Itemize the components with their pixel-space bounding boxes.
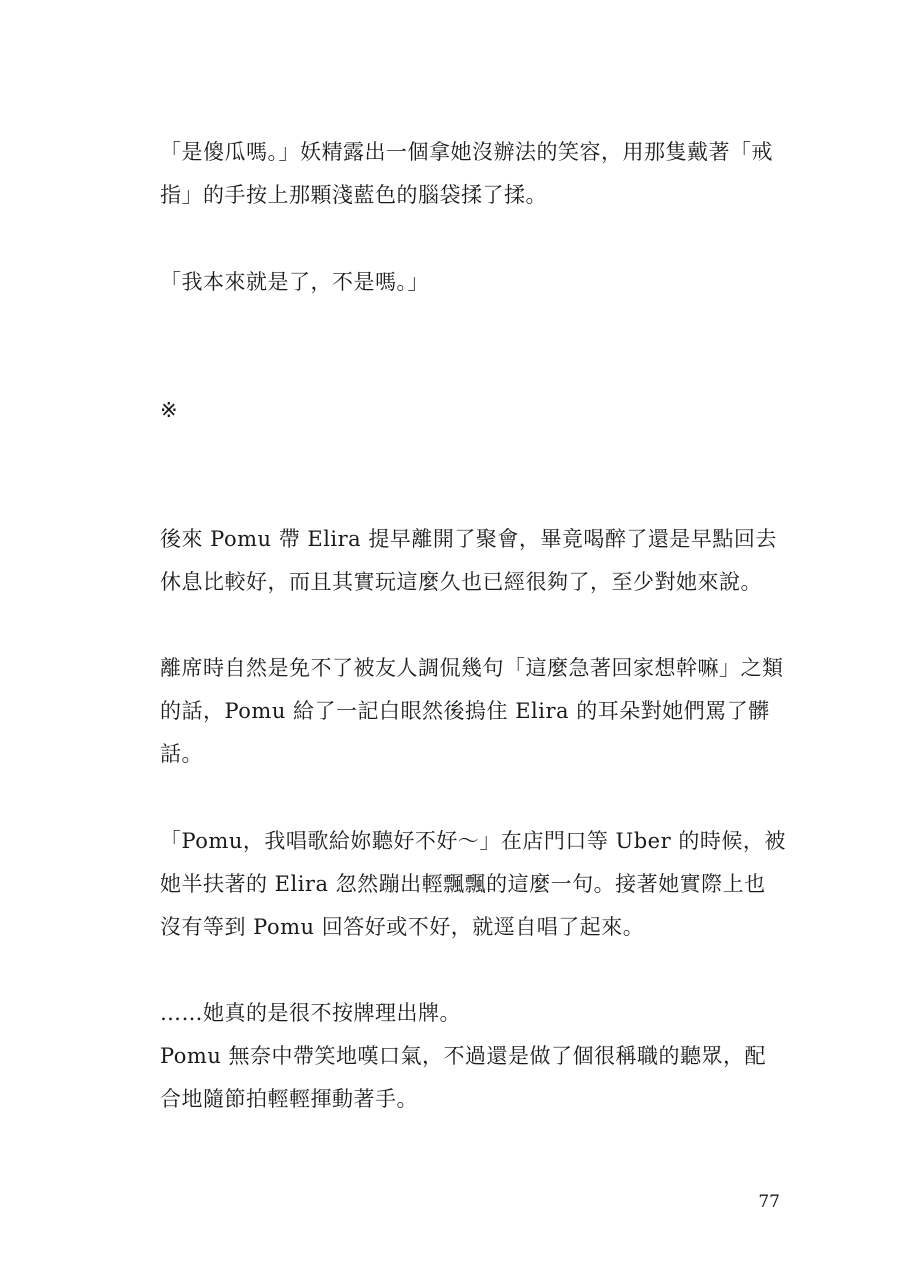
text-line: 「我本來就是了，不是嗎。」 [160,270,429,294]
text-line: Pomu 無奈中帶笑地嘆口氣，不過還是做了個很稱職的聽眾，配 [160,1044,767,1068]
text-line: 她半扶著的 Elira 忽然蹦出輕飄飄的這麼一句。接著她實際上也 [160,872,766,896]
text-line: 後來 Pomu 帶 Elira 提早離開了聚會，畢竟喝醉了還是早點回去 [160,527,777,551]
text-line: 話。 [160,742,203,766]
text-line: 的話，Pomu 給了一記白眼然後摀住 Elira 的耳朵對她們罵了髒 [160,699,770,723]
text-line: 「是傻瓜嗎。」妖精露出一個拿她沒辦法的笑容，用那隻戴著「戒 [160,140,773,164]
text-line: 指」的手按上那顆淺藍色的腦袋揉了揉。 [160,183,547,207]
text-line: 沒有等到 Pomu 回答好或不好，就逕自唱了起來。 [160,915,645,939]
text-line: 休息比較好，而且其實玩這麼久也已經很夠了，至少對她來說。 [160,570,762,594]
page-number: 77 [758,1192,780,1212]
text-line: 「Pomu，我唱歌給妳聽好不好～」在店門口等 Uber 的時候，被 [160,829,786,853]
text-line: 離席時自然是免不了被友人調侃幾句「這麼急著回家想幹嘛」之類 [160,656,784,680]
text-line: ……她真的是很不按牌理出牌。 [160,1001,461,1025]
scene-break-mark: ※ [160,398,179,422]
text-line: 合地隨節拍輕輕揮動著手。 [160,1087,418,1111]
